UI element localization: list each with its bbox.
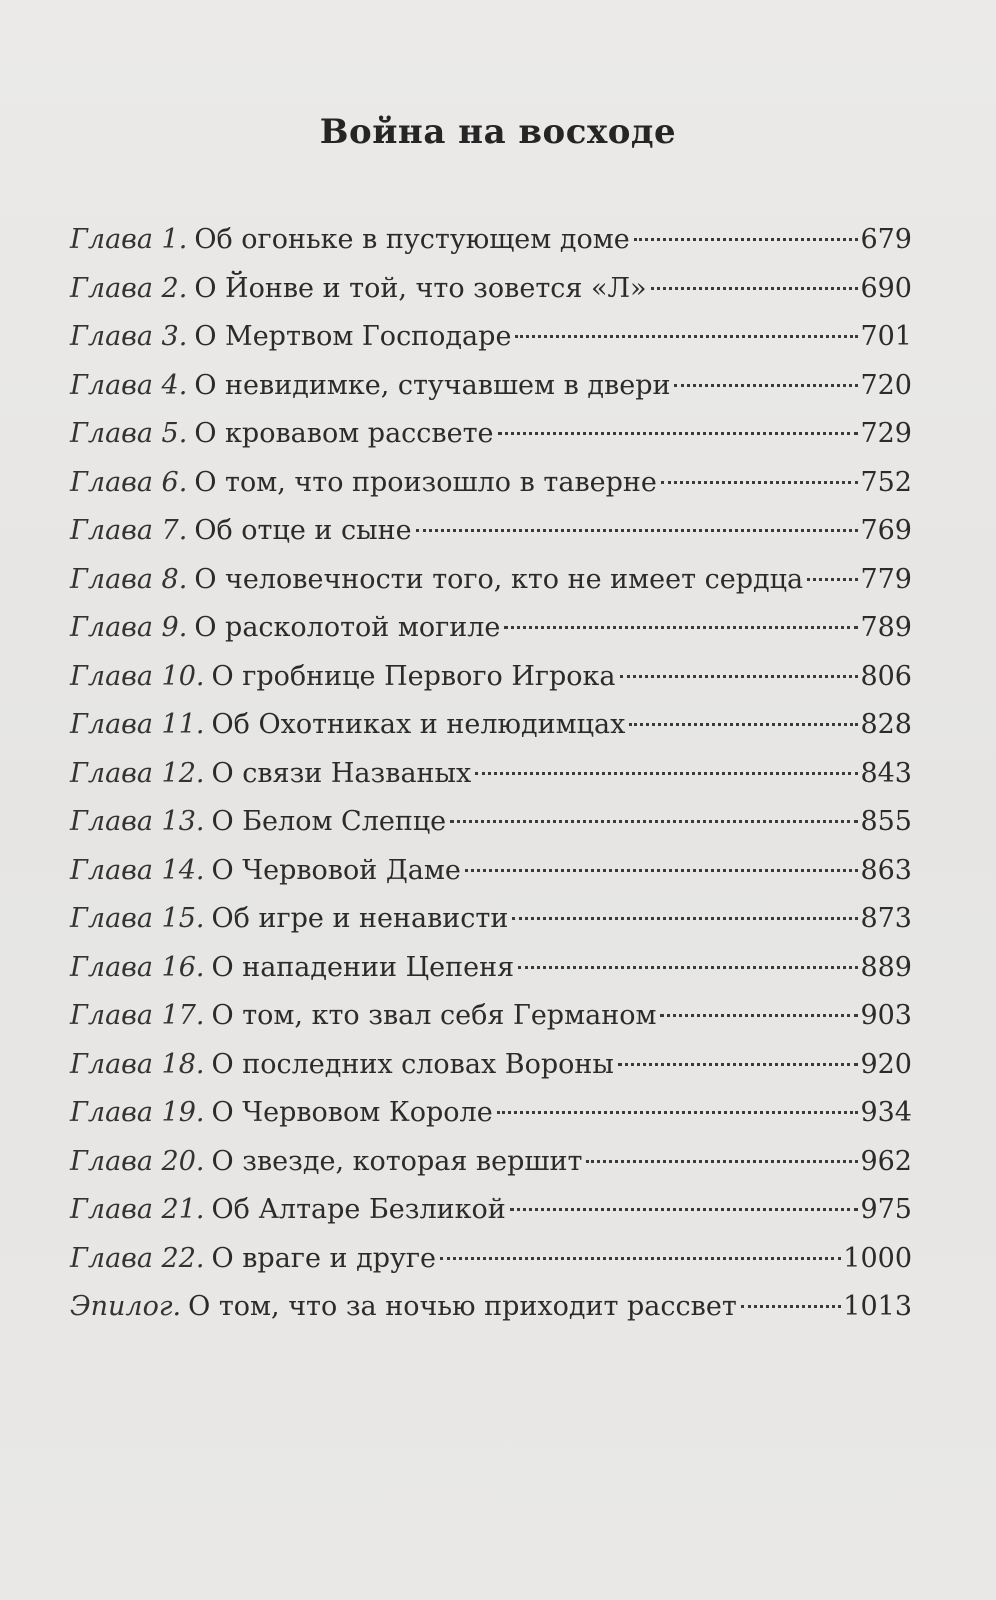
dot-leader — [515, 335, 858, 338]
chapter-label: Глава 9. — [70, 612, 188, 643]
dot-leader — [741, 1305, 842, 1308]
chapter-title: О связи Названых — [211, 757, 472, 789]
page-number: 1013 — [843, 1291, 912, 1322]
page-number: 843 — [860, 757, 912, 789]
dot-leader — [629, 723, 858, 726]
dot-leader — [661, 481, 859, 484]
page-number: 975 — [860, 1194, 912, 1225]
chapter-label: Глава 5. — [70, 418, 188, 449]
toc-entry — [70, 1283, 912, 1332]
chapter-title: О Червовом Короле — [211, 1097, 493, 1128]
page-number: 729 — [860, 418, 912, 449]
dot-leader — [660, 1014, 858, 1017]
chapter-title: О Мертвом Господаре — [194, 321, 512, 352]
toc-entry — [70, 459, 912, 508]
chapter-title: О расколотой могиле — [194, 612, 501, 643]
chapter-title: Об отце и сыне — [194, 515, 412, 546]
page-number: 920 — [860, 1048, 912, 1080]
table-of-contents — [70, 216, 912, 1332]
chapter-label: Глава 1. — [70, 224, 188, 255]
page-number: 1000 — [843, 1242, 912, 1274]
toc-entry — [70, 1041, 912, 1090]
toc-entry — [70, 1089, 912, 1138]
toc-entry — [70, 604, 912, 653]
chapter-label: Глава 4. — [70, 369, 188, 401]
chapter-label: Глава 12. — [70, 757, 205, 789]
dot-leader — [634, 238, 859, 241]
toc-entry — [70, 750, 912, 799]
chapter-label: Глава 17. — [70, 1000, 205, 1031]
chapter-title: О последних словах Вороны — [211, 1048, 614, 1080]
chapter-title: О невидимке, стучавшем в двери — [194, 369, 671, 401]
chapter-label: Глава 14. — [70, 854, 205, 886]
dot-leader — [497, 1111, 859, 1114]
chapter-title: О Белом Слепце — [211, 806, 447, 837]
toc-entry — [70, 556, 912, 605]
dot-leader — [450, 820, 858, 823]
page-number: 779 — [860, 563, 912, 595]
dot-leader — [440, 1257, 841, 1260]
page-number: 789 — [860, 612, 912, 643]
toc-entry — [70, 507, 912, 556]
dot-leader — [416, 529, 859, 532]
toc-entry — [70, 798, 912, 847]
chapter-title: Об игре и ненависти — [211, 903, 509, 934]
chapter-label: Глава 20. — [70, 1145, 205, 1177]
page-number: 679 — [860, 224, 912, 255]
chapter-title: О нападении Цепеня — [211, 951, 515, 983]
dot-leader — [465, 869, 859, 872]
toc-entry — [70, 313, 912, 362]
chapter-title: О звезде, которая вершит — [211, 1145, 583, 1177]
chapter-label: Глава 21. — [70, 1194, 205, 1225]
dot-leader — [651, 287, 859, 290]
page-number: 855 — [860, 806, 912, 837]
toc-entry — [70, 701, 912, 750]
toc-entry — [70, 216, 912, 265]
dot-leader — [498, 432, 859, 435]
chapter-label: Глава 15. — [70, 903, 205, 934]
chapter-label: Глава 8. — [70, 563, 188, 595]
page-number: 806 — [860, 660, 912, 692]
chapter-label: Глава 3. — [70, 321, 188, 352]
chapter-title: О том, кто звал себя Германом — [211, 1000, 657, 1031]
page-number: 962 — [860, 1145, 912, 1177]
page-number: 752 — [860, 466, 912, 498]
chapter-label: Глава 18. — [70, 1048, 205, 1080]
toc-entry — [70, 944, 912, 993]
toc-entry — [70, 362, 912, 411]
toc-entry — [70, 265, 912, 314]
dot-leader — [807, 578, 858, 581]
dot-leader — [586, 1160, 858, 1163]
chapter-title: О враге и друге — [211, 1242, 437, 1274]
toc-entry — [70, 1235, 912, 1284]
chapter-label: Глава 2. — [70, 272, 188, 304]
chapter-label: Глава 6. — [70, 466, 188, 498]
chapter-label: Глава 16. — [70, 951, 205, 983]
chapter-title: О человечности того, кто не имеет сердца — [194, 563, 804, 595]
chapter-label: Глава 7. — [70, 515, 188, 546]
dot-leader — [510, 1208, 859, 1211]
dot-leader — [618, 1063, 859, 1066]
chapter-title: Об огоньке в пустующем доме — [194, 224, 630, 255]
page-number: 690 — [860, 272, 912, 304]
toc-entry — [70, 847, 912, 896]
chapter-title: Об Охотниках и нелюдимцах — [211, 709, 626, 740]
chapter-label: Глава 19. — [70, 1097, 205, 1128]
chapter-label: Эпилог. — [70, 1291, 182, 1322]
toc-entry — [70, 1186, 912, 1235]
chapter-title: О Йонве и той, что зовется «Л» — [194, 272, 647, 304]
page-number: 769 — [860, 515, 912, 546]
page-number: 828 — [860, 709, 912, 740]
dot-leader — [504, 626, 858, 629]
dot-leader — [674, 384, 858, 387]
page-number: 701 — [860, 321, 912, 352]
page-number: 720 — [860, 369, 912, 401]
page-number: 873 — [860, 903, 912, 934]
page-number: 903 — [860, 1000, 912, 1031]
dot-leader — [518, 966, 858, 969]
toc-entry — [70, 992, 912, 1041]
toc-entry — [70, 1138, 912, 1187]
toc-entry — [70, 895, 912, 944]
chapter-title: О гробнице Первого Игрока — [211, 660, 616, 692]
chapter-title: О Червовой Даме — [211, 854, 461, 886]
chapter-title: О кровавом рассвете — [194, 418, 494, 449]
chapter-title: О том, что произошло в таверне — [194, 466, 657, 498]
chapter-title: Об Алтаре Безликой — [211, 1194, 506, 1225]
chapter-label: Глава 13. — [70, 806, 205, 837]
toc-entry — [70, 653, 912, 702]
page-number: 863 — [860, 854, 912, 886]
page-number: 889 — [860, 951, 912, 983]
chapter-label: Глава 11. — [70, 709, 205, 740]
page-number: 934 — [860, 1097, 912, 1128]
chapter-title: О том, что за ночью приходит рассвет — [188, 1291, 737, 1322]
dot-leader — [620, 675, 859, 678]
dot-leader — [512, 917, 858, 920]
dot-leader — [475, 772, 858, 775]
chapter-label: Глава 10. — [70, 660, 205, 692]
page-title: Война на восходе — [319, 112, 677, 152]
toc-entry — [70, 410, 912, 459]
chapter-label: Глава 22. — [70, 1242, 205, 1274]
